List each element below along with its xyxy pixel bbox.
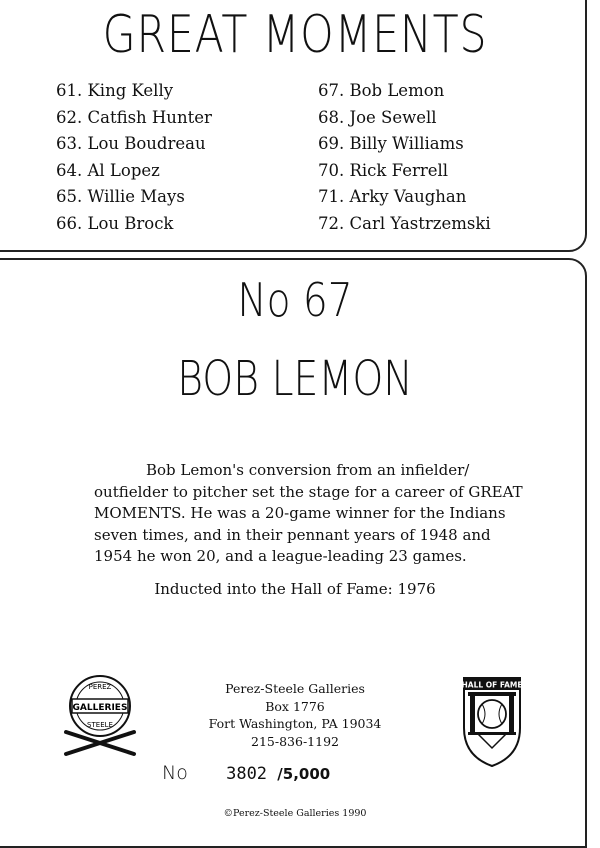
player-name: BOB LEMON <box>177 351 413 407</box>
logo-bottom-text: STEELE <box>87 721 113 729</box>
inducted-line: Inducted into the Hall of Fame: 1976 <box>154 580 436 598</box>
list-item: 70. Rick Ferrell <box>318 160 449 180</box>
bio-text <box>94 460 524 568</box>
series-title: GREAT MOMENTS <box>102 5 488 65</box>
serial-total: /5,000 <box>277 765 331 783</box>
company-name: Perez-Steele Galleries <box>225 681 365 696</box>
list-item: 65. Willie Mays <box>56 187 185 207</box>
list-item: 67. Bob Lemon <box>318 81 445 100</box>
logo-top-text: PEREZ <box>88 683 112 691</box>
phone-number: 215-836-1192 <box>251 733 339 749</box>
list-item: 72. Carl Yastrzemski <box>318 213 491 233</box>
hall-of-fame-logo <box>460 668 524 768</box>
hof-text: HALL OF FAME <box>461 680 523 690</box>
list-item: 62. Catfish Hunter <box>56 107 212 127</box>
serial-value: 3802 <box>226 764 268 784</box>
po-box: Box 1776 <box>265 698 325 714</box>
card-number: No 67 <box>237 273 353 327</box>
list-right-column <box>318 78 491 238</box>
copyright: ©Perez-Steele Galleries 1990 <box>223 808 367 819</box>
list-item: 61. King Kelly <box>56 81 174 100</box>
list-item: 66. Lou Brock <box>56 213 174 233</box>
list-item: 63. Lou Boudreau <box>56 134 206 154</box>
city-line: Fort Washington, PA 19034 <box>208 716 382 731</box>
logo-middle-text: GALLERIES <box>72 703 128 713</box>
list-item: 68. Joe Sewell <box>318 107 437 127</box>
list-item: 69. Billy Williams <box>318 134 464 154</box>
list-left-column <box>56 78 212 238</box>
list-item: 64. Al Lopez <box>56 160 160 180</box>
list-item: 71. Arky Vaughan <box>318 187 467 207</box>
bio-paragraph: Bob Lemon's conversion from an infielder/ outfielder to pitcher set the stage for a career of GREAT MOMENTS. He was a 20-game winner for the Indians seven times, and in their pennant years of 1948 and 1954 he won 20, and a league-leading 23 games. <box>94 461 523 565</box>
serial-label: No <box>162 762 188 784</box>
serial-number <box>162 762 330 784</box>
